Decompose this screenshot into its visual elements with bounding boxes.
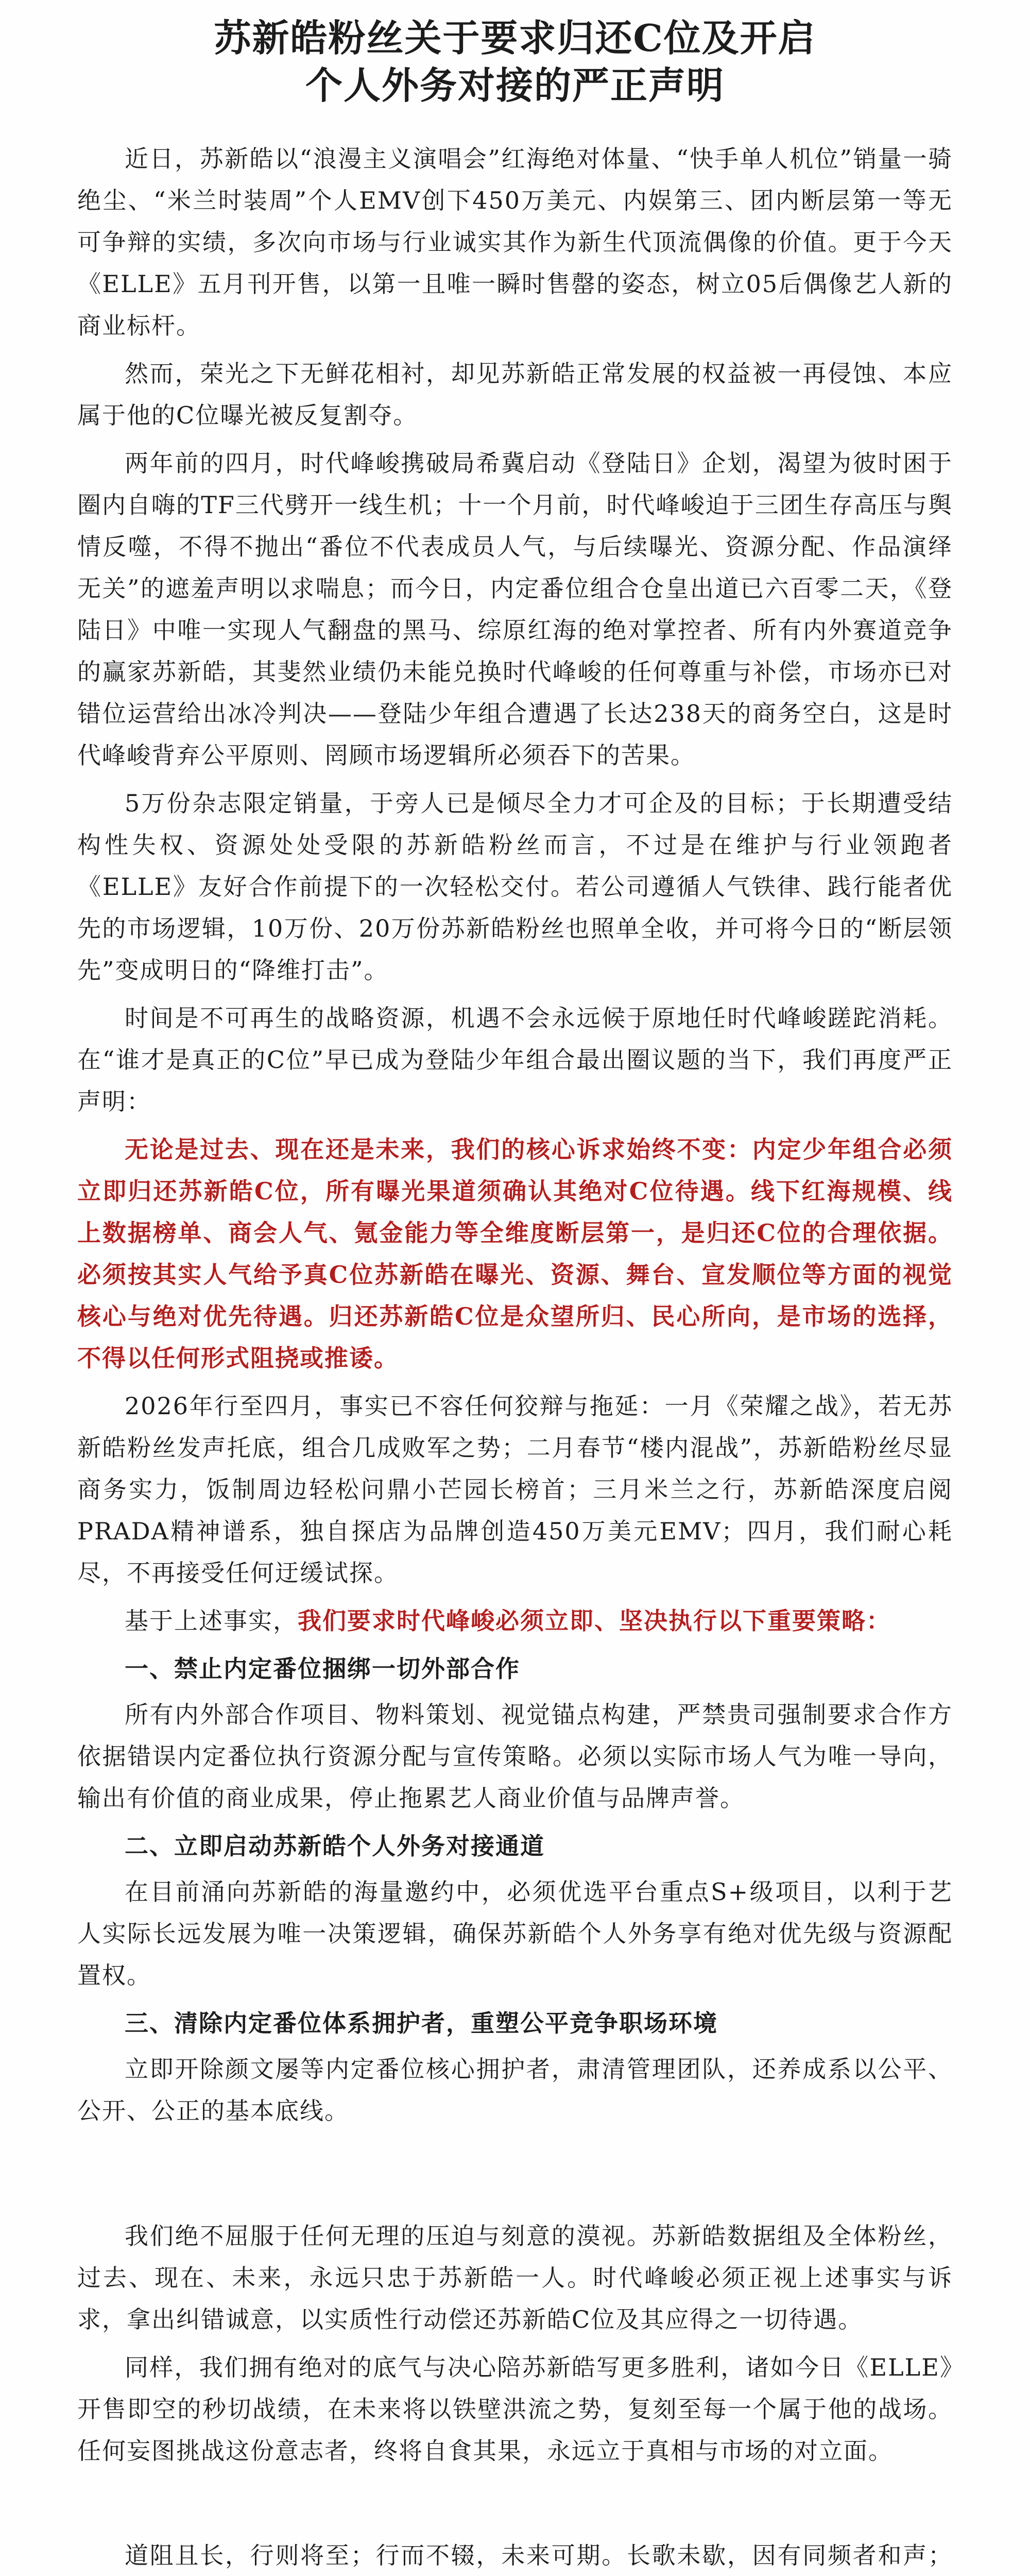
paragraph-strategy-1: 所有内外部合作项目、物料策划、视觉锚点构建，严禁贵司强制要求合作方依据错误内定番位执行资源分配与宣传策略。必须以实际市场人气为唯一导向，输出有价值的商业成果，停止拖累艺人商业价值与品牌声誉。	[77, 1701, 953, 1812]
strategy-lead-emphasis: 我们要求时代峰峻必须立即、坚决执行以下重要策略：	[298, 1607, 891, 1635]
paragraph-resolve: 同样，我们拥有绝对的底气与决心陪苏新皓写更多胜利，诸如今日《ELLE》开售即空的秒切战绩，在未来将以铁壁洪流之势，复刻至每一个属于他的战场。任何妄图挑战这份意志者，终将自食其果，永远立于真相与市场的对立面。	[77, 2353, 953, 2465]
paragraph-strategy-3: 立即开除颜文屡等内定番位核心拥护者，肃清管理团队，还养成系以公平、公开、公正的基本底线。	[77, 2055, 953, 2125]
paragraph-facts-2026: 2026年行至四月，事实已不容任何狡辩与拖延：一月《荣耀之战》，若无苏新皓粉丝发声托底，组合几成败军之势；二月春节“楼内混战”，苏新皓粉丝尽显商务实力，饭制周边轻松问鼎小芒园长榜首；三月米兰之行，苏新皓深度启阅PRADA精神谱系，独自探店为品牌创造450万美元EMV；四月，我们耐心耗尽，不再接受任何迂缓试探。	[77, 1392, 953, 1587]
paragraph-strategy-2: 在目前涌向苏新皓的海量邀约中，必须优选平台重点S+级项目，以利于艺人实际长远发展为唯一决策逻辑，确保苏新皓个人外务享有绝对优先级与资源配置权。	[77, 1878, 953, 1989]
title-line-2: 个人外务对接的严正声明	[305, 63, 725, 107]
paragraph-strategy-intro	[77, 1600, 953, 1642]
paragraph-loyalty: 我们绝不屈服于任何无理的压迫与刻意的漠视。苏新皓数据组及全体粉丝，过去、现在、未来，永远只忠于苏新皓一人。时代峰峻必须正视上述事实与诉求，拿出纠错诚意，以实质性行动偿还苏新皓C位及其应得之一切待遇。	[77, 2222, 953, 2333]
heading-strategy-1: 一、禁止内定番位捆绑一切外部合作	[125, 1655, 520, 1683]
document-title	[77, 14, 953, 109]
section-gap	[77, 2478, 953, 2535]
paragraph-magazine-sales: 5万份杂志限定销量，于旁人已是倾尽全力才可企及的目标；于长期遭受结构性失权、资源处处受限的苏新皓粉丝而言，不过是在维护与行业领跑者《ELLE》友好合作前提下的一次轻松交付。若公司遵循人气铁律、践行能者优先的市场逻辑，10万份、20万份苏新皓粉丝也照单全收，并可将今日的“断层领先”变成明日的“降维打击”。	[77, 789, 953, 984]
title-line-1: 苏新皓粉丝关于要求归还C位及开启	[214, 16, 816, 60]
paragraph-rights-eroded: 然而，荣光之下无鲜花相衬，却见苏新皓正常发展的权益被一再侵蚀、本应属于他的C位曝光被反复割夺。	[77, 360, 953, 429]
paragraph-core-demand: 无论是过去、现在还是未来，我们的核心诉求始终不变：内定少年组合必须立即归还苏新皓C位，所有曝光果道须确认其绝对C位待遇。线下红海规模、线上数据榜单、商会人气、氪金能力等全维度断层第一，是归还C位的合理依据。必须按其实人气给予真C位苏新皓在曝光、资源、舞台、宣发顺位等方面的视觉核心与绝对优先待遇。归还苏新皓C位是众望所归、民心所向，是市场的选择，不得以任何形式阻挠或推诿。	[77, 1136, 953, 1372]
strategy-lead-text: 基于上述事实，	[125, 1607, 298, 1635]
paragraph-closing-1: 道阻且长，行则将至；行而不辍，未来可期。长歌未歇，因有同频者和声；	[125, 2541, 953, 2569]
heading-strategy-3: 三、清除内定番位体系拥护者，重塑公平竞争职场环境	[125, 2009, 718, 2037]
section-gap	[77, 2138, 953, 2215]
heading-strategy-2: 二、立即启动苏新皓个人外务对接通道	[125, 1832, 545, 1860]
paragraph-history: 两年前的四月，时代峰峻携破局希冀启动《登陆日》企划，渴望为彼时困于圈内自嗨的TF三代劈开一线生机；十一个月前，时代峰峻迫于三团生存高压与舆情反噬，不得不抛出“番位不代表成员人气，与后续曝光、资源分配、作品演绎无关”的遮羞声明以求喘息；而今日，内定番位组合仓皇出道已六百零二天，《登陆日》中唯一实现人气翻盘的黑马、综原红海的绝对掌控者、所有内外赛道竞争的赢家苏新皓，其斐然业绩仍未能兑换时代峰峻的任何尊重与补偿，市场亦已对错位运营给出冰冷判决——登陆少年组合遭遇了长达238天的商务空白，这是时代峰峻背弃公平原则、罔顾市场逻辑所必须吞下的苦果。	[77, 449, 953, 769]
paragraph-declaration-intro: 时间是不可再生的战略资源，机遇不会永远候于原地任时代峰峻蹉跎消耗。在“谁才是真正的C位”早已成为登陆少年组合最出圈议题的当下，我们再度严正声明：	[77, 1004, 953, 1115]
paragraph-achievements: 近日，苏新皓以“浪漫主义演唱会”红海绝对体量、“快手单人机位”销量一骑绝尘、“米兰时装周”个人EMV创下450万美元、内娱第三、团内断层第一等无可争辩的实绩，多次向市场与行业诚实其作为新生代顶流偶像的价值。更于今天《ELLE》五月刊开售，以第一且唯一瞬时售罄的姿态，树立05后偶像艺人新的商业标杆。	[77, 145, 953, 340]
